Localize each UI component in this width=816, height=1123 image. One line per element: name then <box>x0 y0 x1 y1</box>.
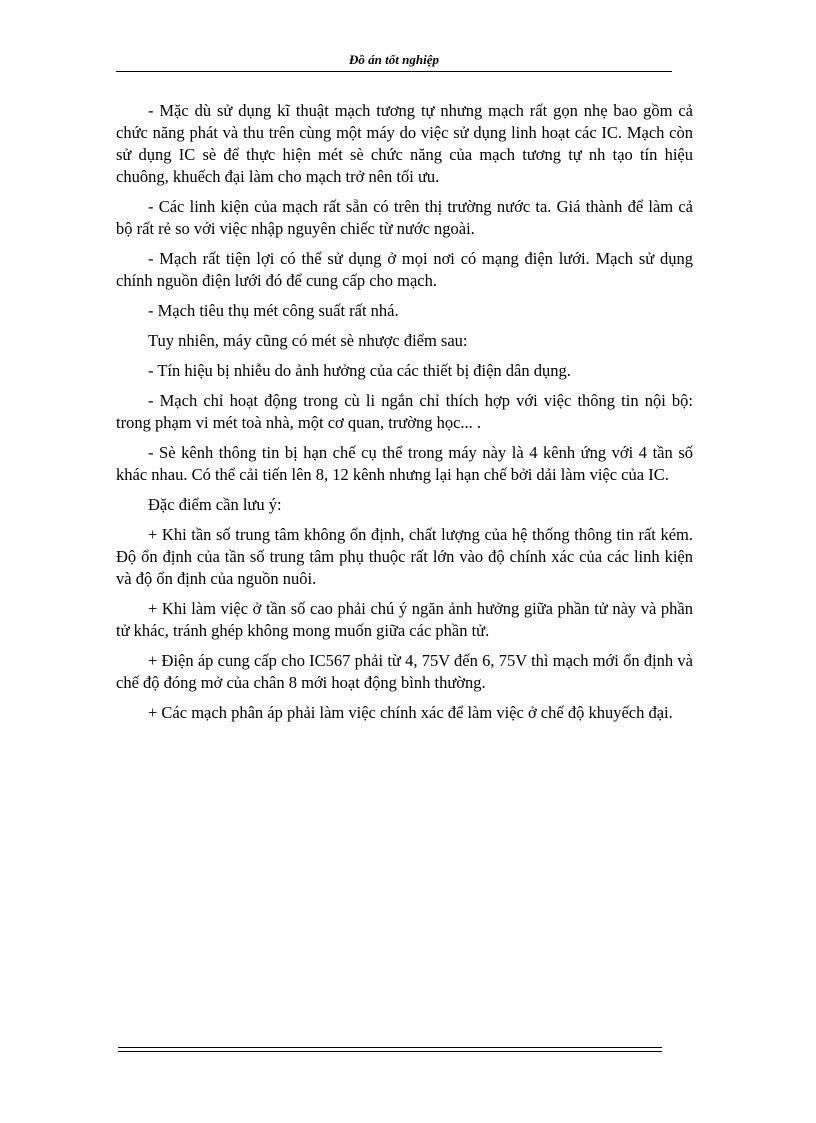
paragraph-advantage-power: - Mạch rất tiện lợi có thể sử dụng ở mọi nơi có mạng điện lưới. Mạch sử dụng chính nguồn điện lưới đó để cung cấp cho mạch. <box>116 249 693 290</box>
paragraph-disadvantage-channels: - Sè kênh thông tin bị hạn chế cụ thể trong máy này là 4 kênh ứng với 4 tần số khác nhau. Có thể cải tiến lên 8, 12 kênh nhưng lại hạn chế bởi dải làm việc của IC. <box>116 443 693 484</box>
paragraph-note-coupling: + Khi làm việc ở tần số cao phải chú ý ngăn ảnh hưởng giữa phần tử này và phần tử khác, tránh ghép không mong muốn giữa các phần tử. <box>116 599 693 640</box>
paragraph-disadvantage-range: - Mạch chỉ hoạt động trong cù li ngắn chỉ thích hợp với việc thông tin nội bộ: trong phạm vi mét toà nhà, một cơ quan, trường học... . <box>116 391 693 432</box>
page-header-title: Đồ án tốt nghiệp <box>349 52 439 67</box>
footer-double-rule <box>118 1047 662 1052</box>
paragraph-note-divider: + Các mạch phân áp phải làm việc chính xác để làm việc ở chế độ khuyếch đại. <box>148 703 673 722</box>
paragraph-disadvantage-noise: - Tín hiệu bị nhiễu do ảnh hưởng của các thiết bị điện dân dụng. <box>148 361 571 380</box>
document-body <box>116 100 693 732</box>
header-divider <box>116 71 672 72</box>
paragraph-advantage-components: - Các linh kiện của mạch rất sẵn có trên thị trường nước ta. Giá thành để làm cả bộ rất rẻ so với việc nhập nguyên chiếc từ nước ngoài. <box>116 197 693 238</box>
paragraph-notes-intro: Đặc điểm cần lưu ý: <box>148 495 282 514</box>
paragraph-disadvantages-intro: Tuy nhiên, máy cũng có mét sè nhược điểm sau: <box>148 331 468 350</box>
paragraph-note-frequency: + Khi tần số trung tâm không ổn định, chất lượng của hệ thống thông tin rất kém. Độ ổn định của tần số trung tâm phụ thuộc rất lớn vào độ chính xác của các linh kiện và độ ổn định của nguồn nuôi. <box>116 525 693 588</box>
paragraph-note-voltage: + Điện áp cung cấp cho IC567 phải từ 4, 75V đến 6, 75V thì mạch mới ổn định và chế độ đóng mở của chân 8 mới hoạt động bình thường. <box>116 651 693 692</box>
paragraph-advantage-consumption: - Mạch tiêu thụ mét công suất rất nhá. <box>148 301 399 320</box>
paragraph-advantage-compact: - Mặc dù sử dụng kĩ thuật mạch tương tự nhưng mạch rất gọn nhẹ bao gồm cả chức năng phát và thu trên cùng một máy do việc sử dụng linh hoạt các IC. Mạch còn sử dụng IC sè để thực hiện mét sè chức năng của mạch tương tự nh tạo tín hiệu chuông, khuếch đại làm cho mạch trở nên tối ưu. <box>116 101 693 186</box>
